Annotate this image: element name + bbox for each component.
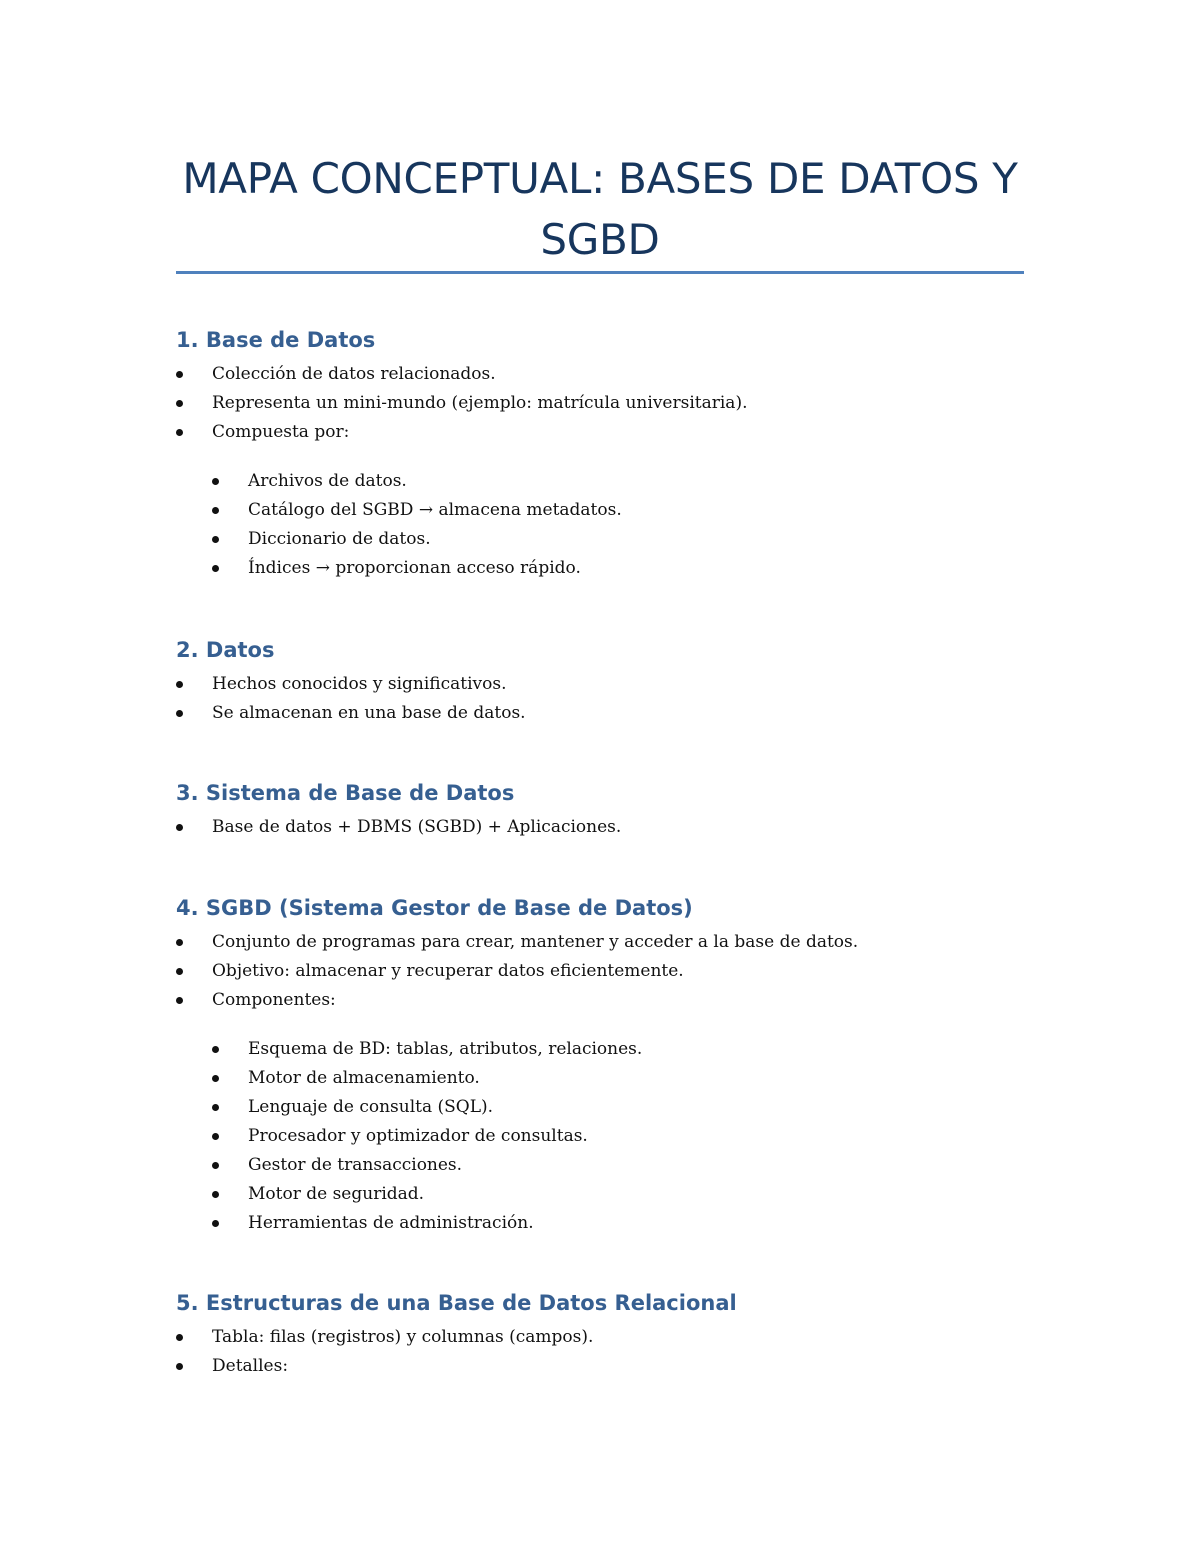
- bullet-icon: [212, 1046, 219, 1053]
- bullet-icon: [212, 507, 219, 514]
- bullet-icon: [176, 400, 183, 407]
- bullet-icon: [212, 1104, 219, 1111]
- bullet-icon: [176, 939, 183, 946]
- bullet-icon: [212, 536, 219, 543]
- bullet-icon: [212, 565, 219, 572]
- bullet-icon: [176, 371, 183, 378]
- bullet-icon: [212, 1133, 219, 1140]
- section-5-heading: 5. Estructuras de una Base de Datos Relacional: [176, 1291, 737, 1315]
- bullet-icon: [212, 1162, 219, 1169]
- page-title: MAPA CONCEPTUAL: BASES DE DATOS Y SGBD: [182, 154, 1018, 264]
- bullet-icon: [212, 1220, 219, 1227]
- bullet-icon: [176, 1334, 183, 1341]
- title-underline: [176, 271, 1024, 274]
- bullet-icon: [176, 429, 183, 436]
- section-4-heading: 4. SGBD (Sistema Gestor de Base de Datos): [176, 896, 693, 920]
- bullet-icon: [212, 478, 219, 485]
- section-1-heading: 1. Base de Datos: [176, 328, 376, 352]
- bullet-icon: [212, 1075, 219, 1082]
- bullet-icon: [176, 681, 183, 688]
- section-2-heading: 2. Datos: [176, 638, 275, 662]
- bullet-icon: [176, 997, 183, 1004]
- document-page: MAPA CONCEPTUAL: BASES DE DATOS Y SGBD 1. Base de Datos Colección de datos relacionados. Representa un mini-mundo (ejemplo: matrícula universitaria). Compuesta por: Archivos de datos. Catálogo del SGBD → almacena metadatos. Diccionario de datos. Índices → proporcionan acceso rápido. 2. Datos Hechos conocidos y significativos. Se almacenan en una base de datos. 3. Sistema de Base de Datos Base de datos + DBMS (SGBD) + Aplicaciones. 4. SGBD (Sistema Gestor de Base de Datos) Conjunto de programas para crear, mantener y acceder a la base de datos. Objetivo: almacenar y recuperar datos eficientemente. Componentes: Esquema de BD: tablas, atributos, relaciones. Motor de almacenamiento. Lenguaje de consulta (SQL). Procesador y optimizador de consultas. Gestor de transacciones. Motor de seguridad. Herramientas de administración. 5. Estructuras de una Base de Datos Relacional Tabla: filas (registros) y columnas (campos). Detalles:: [0, 0, 1200, 1553]
- bullet-icon: [176, 968, 183, 975]
- bullet-icon: [176, 710, 183, 717]
- bullet-icon: [212, 1191, 219, 1198]
- bullet-icon: [176, 824, 183, 831]
- bullet-icon: [176, 1363, 183, 1370]
- section-3-heading: 3. Sistema de Base de Datos: [176, 781, 515, 805]
